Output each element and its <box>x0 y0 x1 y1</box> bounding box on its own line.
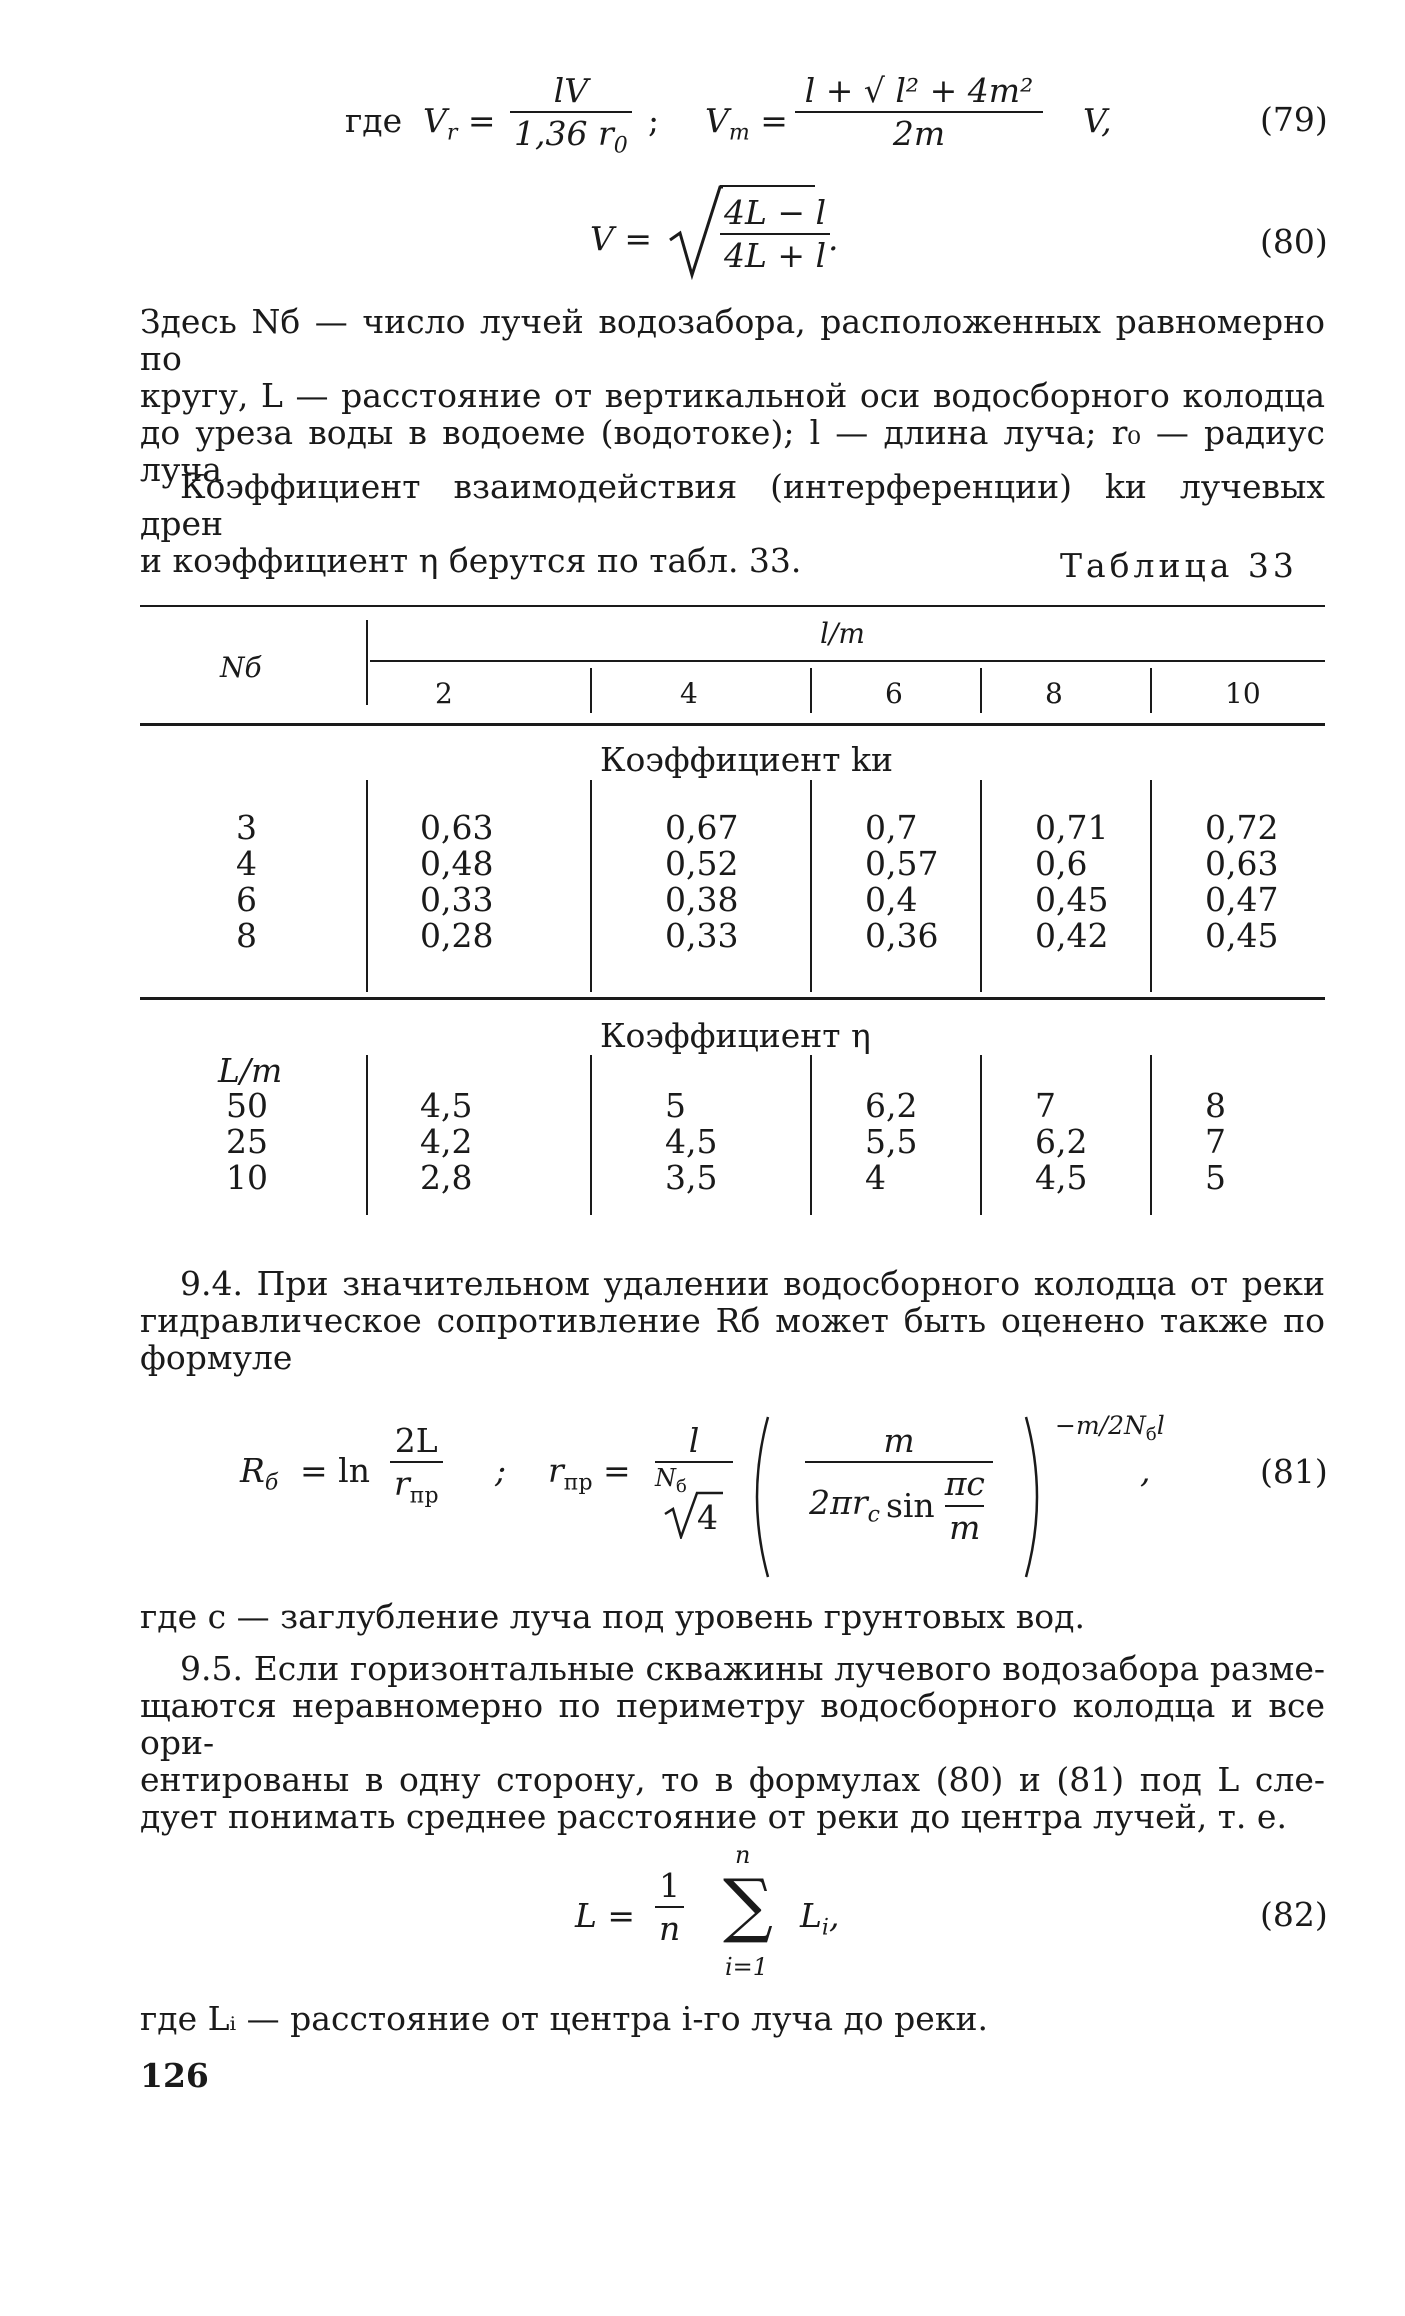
inner-den-term <box>809 1482 880 1529</box>
table-column-header: 10 <box>1225 677 1261 710</box>
paragraph-line: Коэффициент взаимодействия (интерференции) kи лучевых дрен <box>140 467 1325 543</box>
table-cell: 0,45 <box>1205 916 1279 955</box>
paragraph-line: где c — заглубление луча под уровень грунтовых вод. <box>140 1597 1085 1636</box>
paragraph-definitions <box>140 303 1325 488</box>
table-cell: 2,8 <box>420 1158 473 1197</box>
formula-81-ln-fraction <box>390 1420 443 1510</box>
table-cell: 7 <box>1035 1086 1056 1125</box>
table-header-rule <box>370 660 1325 662</box>
table-cell: 0,52 <box>665 844 739 883</box>
sqrt-radical-icon <box>668 185 723 280</box>
table-cell: 0,36 <box>865 916 939 955</box>
paragraph-line: формуле <box>140 1338 293 1377</box>
inner-numerator: m <box>883 1421 915 1460</box>
vr-numerator: lV <box>553 71 589 110</box>
vr-subscript: r <box>446 120 458 146</box>
table-vline <box>980 780 982 992</box>
table-column-group: l/m <box>820 617 865 650</box>
rb-subscript: б <box>264 1470 279 1496</box>
table-vline <box>366 620 368 705</box>
equation-number-79: (79) <box>1260 100 1328 139</box>
formula-82-numerator: 1 <box>659 1866 681 1905</box>
left-paren-icon <box>742 1415 772 1580</box>
table-row-label: 10 <box>226 1158 268 1197</box>
vt-numerator: l + √ l² + 4m² <box>804 71 1034 110</box>
table-vline <box>1150 668 1152 713</box>
table-cell: 0,47 <box>1205 880 1279 919</box>
table-cell: 8 <box>1205 1086 1226 1125</box>
sum-upper: n <box>735 1841 751 1869</box>
period: . <box>828 219 839 258</box>
rpr-letter: r <box>548 1451 564 1490</box>
table-cell: 0,33 <box>665 916 739 955</box>
table-cell: 5 <box>1205 1158 1226 1197</box>
formula-79-vr: $V_r$ = <box>423 101 496 146</box>
formula-79-where: где <box>345 101 403 140</box>
formula-82-denominator: n <box>655 1906 684 1949</box>
table-cell: 4,5 <box>420 1086 473 1125</box>
nb-letter: N <box>655 1464 676 1493</box>
table-vline <box>590 668 592 713</box>
vr-denominator-sub: 0 <box>613 133 628 159</box>
table-row-label: 6 <box>236 880 257 919</box>
formula-81 <box>240 1410 1220 1585</box>
table-cell: 4 <box>865 1158 886 1197</box>
table-cell: 0,72 <box>1205 808 1279 847</box>
formula-81-rpr-fraction <box>655 1420 733 1543</box>
vt-symbol: V <box>705 101 729 140</box>
paragraph-line: кругу, L — расстояние от вертикальной оси водосборного колодца <box>140 376 1325 415</box>
equation-number-81: (81) <box>1260 1452 1328 1491</box>
paragraph-line: 9.5. Если горизонтальные скважины лучевого водозабора разме- <box>180 1649 1325 1688</box>
table-cell: 4,5 <box>1035 1158 1088 1197</box>
paragraph-line: до уреза воды в водоеме (водотоке); l — длина луча; r₀ — радиус <box>140 413 1325 452</box>
paragraph-line: щаются неравномерно по периметру водосборного колодца и все ори- <box>140 1686 1325 1762</box>
formula-79-vt-fraction <box>795 70 1043 155</box>
table-vline <box>810 780 812 992</box>
paragraph-9-4 <box>140 1265 1325 1376</box>
formula-80-fraction <box>720 192 830 277</box>
sin-denominator: m <box>945 1505 984 1548</box>
table-cell: 4,2 <box>420 1122 473 1161</box>
table-cell: 0,42 <box>1035 916 1109 955</box>
inner-den-sub: c <box>867 1502 880 1528</box>
paragraph-line: гидравлическое сопротивление Rб может быть оценено также по <box>140 1301 1325 1340</box>
table-row-label: 3 <box>236 808 257 847</box>
table-cell: 0,28 <box>420 916 494 955</box>
table-vline <box>366 780 368 992</box>
paragraph-9-5 <box>140 1650 1325 1835</box>
table-cell: 0,33 <box>420 880 494 919</box>
table-cell: 0,38 <box>665 880 739 919</box>
formula-79-vr-fraction <box>510 70 632 160</box>
table-cell: 0,63 <box>1205 844 1279 883</box>
table-header-bottom-rule <box>140 723 1325 726</box>
semicolon: ; <box>648 101 660 140</box>
nb-subscript: б <box>676 1476 687 1498</box>
section-eta-title: Коэффициент η <box>600 1016 871 1055</box>
formula-81-inner-fraction <box>775 1420 1023 1548</box>
right-paren-icon <box>1022 1415 1052 1580</box>
root-radicand: 4 <box>697 1498 718 1538</box>
table-cell: 0,6 <box>1035 844 1088 883</box>
table-vline <box>590 1055 592 1215</box>
ln-numerator: 2L <box>394 1421 438 1460</box>
paragraph-line: Здесь Nб — число лучей водозабора, расположенных равномерно по <box>140 302 1325 378</box>
table-cell: 6,2 <box>865 1086 918 1125</box>
table-cell: 3,5 <box>665 1158 718 1197</box>
formula-80-lhs: V = <box>590 219 652 258</box>
section-eta-label: L/m <box>218 1051 283 1090</box>
ln-operator: = ln <box>300 1451 370 1490</box>
paragraph-where-c <box>140 1598 1325 1635</box>
ln-denominator: r <box>394 1464 410 1504</box>
formula-82-lhs: L = <box>575 1896 636 1935</box>
vt-denominator: 2m <box>795 111 1043 154</box>
vt-tail: V, <box>1083 101 1112 140</box>
ln-denominator-sub: пр <box>409 1483 439 1509</box>
formula-80-denominator: 4L + l <box>720 233 830 276</box>
table-cell: 0,48 <box>420 844 494 883</box>
rb-symbol <box>240 1450 278 1497</box>
formula-82-fraction <box>655 1865 684 1950</box>
paragraph-line: дует понимать среднее расстояние от реки до центра лучей, т. е. <box>140 1797 1287 1836</box>
table-cell: 4,5 <box>665 1122 718 1161</box>
vr-symbol: V <box>423 101 447 140</box>
exponent <box>1055 1410 1165 1447</box>
table-row-label: 25 <box>226 1122 268 1161</box>
rpr-subscript: пр <box>563 1470 593 1496</box>
table-cell: 0,45 <box>1035 880 1109 919</box>
vt-subscript: т <box>728 120 750 146</box>
sqrt-bar <box>720 185 815 187</box>
table-cell: 0,7 <box>865 808 918 847</box>
paragraph-line: где Lᵢ — расстояние от центра i-го луча до реки. <box>140 1999 988 2038</box>
table-section-rule <box>140 997 1325 1000</box>
table-vline <box>980 668 982 713</box>
formula-80 <box>590 180 940 290</box>
table-cell: 0,67 <box>665 808 739 847</box>
paragraph-where-li <box>140 2000 1325 2037</box>
table-top-rule <box>140 605 1325 607</box>
formula-79 <box>345 70 1145 170</box>
formula-80-numerator: 4L − l <box>724 193 827 232</box>
paragraph-line: ентированы в одну сторону, то в формулах (80) и (81) под L сле- <box>140 1760 1325 1799</box>
equation-number-82: (82) <box>1260 1895 1328 1934</box>
table-column-header: 8 <box>1045 677 1063 710</box>
table-column-header: 4 <box>680 677 698 710</box>
table-vline <box>590 780 592 992</box>
table-cell: 5,5 <box>865 1122 918 1161</box>
sin-operator: sin <box>885 1485 935 1525</box>
rpr-symbol: $r_{пр}$ = <box>548 1451 631 1496</box>
equation-number-80: (80) <box>1260 222 1328 261</box>
paragraph-line: и коэффициент η берутся по табл. 33. <box>140 541 802 580</box>
table-row-label: 8 <box>236 916 257 955</box>
li-subscript: i <box>821 1915 829 1941</box>
li-letter: L <box>800 1896 822 1935</box>
table-column-header: 6 <box>885 677 903 710</box>
table-cell: 0,71 <box>1035 808 1109 847</box>
table-column-header: 2 <box>435 677 453 710</box>
table-cell: 0,57 <box>865 844 939 883</box>
paragraph-line: луча <box>140 450 222 489</box>
exponent-subscript: б <box>1145 1424 1157 1445</box>
table-cell: 0,63 <box>420 808 494 847</box>
table-cell: 5 <box>665 1086 686 1125</box>
table-vline <box>1150 780 1152 992</box>
table-cell: 0,4 <box>865 880 918 919</box>
table-vline <box>1150 1055 1152 1215</box>
sigma-icon: ∑ <box>723 1864 773 1946</box>
semicolon: ; <box>495 1451 507 1490</box>
comma: , <box>1140 1451 1151 1490</box>
rb-letter: R <box>240 1451 265 1490</box>
section-kn-title: Коэффициент kи <box>600 740 894 779</box>
table-vline <box>810 668 812 713</box>
page-number: 126 <box>140 2056 209 2095</box>
formula-82 <box>575 1840 905 1990</box>
table-row-label: 50 <box>226 1086 268 1125</box>
exponent-l: l <box>1156 1411 1165 1440</box>
table-vline <box>980 1055 982 1215</box>
sin-numerator: πc <box>944 1464 985 1504</box>
sin-fraction <box>941 1463 989 1548</box>
formula-79-vt: $V_т$ = <box>705 101 788 146</box>
table-vline <box>810 1055 812 1215</box>
table-cell: 6,2 <box>1035 1122 1088 1161</box>
table-vline <box>366 1055 368 1215</box>
inner-den-2pir: 2πr <box>809 1482 868 1522</box>
vr-denominator: 1,36 r <box>514 114 614 154</box>
exponent-expr: −m/2N <box>1055 1411 1146 1440</box>
table-row-label: 4 <box>236 844 257 883</box>
table-title: Таблица 33 <box>1060 546 1298 585</box>
table-cell: 7 <box>1205 1122 1226 1161</box>
sum-lower: i=1 <box>725 1953 769 1981</box>
formula-82-li: $L_i$, <box>800 1896 840 1941</box>
rpr-numerator: l <box>688 1421 700 1460</box>
table-row-header: Nб <box>220 651 262 684</box>
paragraph-line: 9.4. При значительном удалении водосборного колодца от реки <box>180 1264 1325 1303</box>
